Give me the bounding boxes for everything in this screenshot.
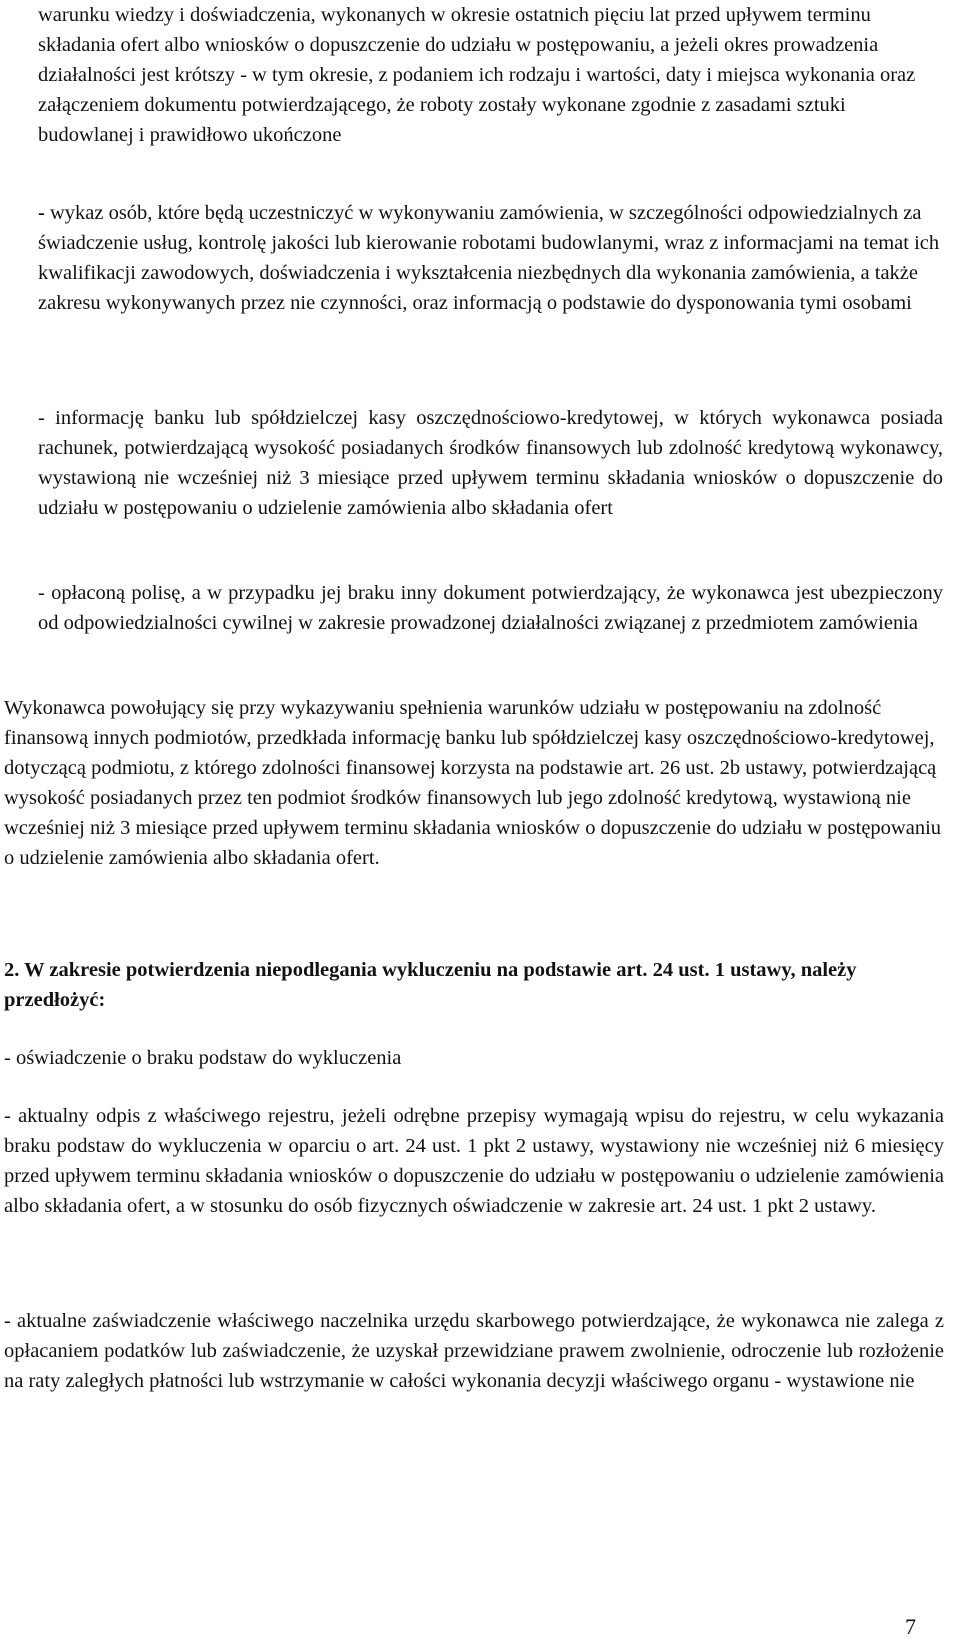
paragraph-staff-list xyxy=(38,198,943,318)
paragraph-staff-list-text: wykaz osób, które będą uczestniczyć w wykonywaniu zamówienia, w szczególności odpowiedzialnych za świadczenie usług, kontrolę jakości lub kierowanie robotami budowlanymi, wraz z informacjami na temat ich kwalifikacji zawodowych, doświadczenia i wykształcenia niezbędnych dla wykonania zamówienia, a także zakresu wykonywanych przez nie czynności, oraz informacją o podstawie do dysponowania tymi osobami xyxy=(38,202,940,314)
paragraph-insurance-policy: - opłaconą polisę, a w przypadku jej braku inny dokument potwierdzający, że wykonawca jest ubezpieczony od odpowiedzialności cywilnej w zakresie prowadzonej działalności związanej z przedmiotem zamówienia xyxy=(38,582,943,634)
page-number: 7 xyxy=(905,1614,916,1639)
paragraph-bank-information: - informację banku lub spółdzielczej kasy oszczędnościowo-kredytowej, w których wykonawca posiada rachunek, potwierdzającą wysokość posiadanych środków finansowych lub zdolność kredytową wykonawcy, wystawioną nie wcześniej niż 3 miesiące przed upływem terminu składania wniosków o dopuszczenie do udziału w postępowaniu o udzielenie zamówienia albo składania ofert xyxy=(38,407,943,519)
paragraph-no-grounds-statement: - oświadczenie o braku podstaw do wykluczenia xyxy=(4,1047,402,1069)
paragraph-financial-capacity: Wykonawca powołujący się przy wykazywaniu spełnienia warunków udziału w postępowaniu na zdolność finansową innych podmiotów, przedkłada informację banku lub spółdzielczej kasy oszczędnościowo-kredytowej, dotyczącą podmiotu, z którego zdolności finansowej korzysta na podstawie art. 26 ust. 2b ustawy, potwierdzającą wysokość posiadanych przez ten podmiot środków finansowych lub jego zdolność kredytową, wystawioną nie wcześniej niż 3 miesiące przed upływem terminu składania wniosków o dopuszczenie do udziału w postępowaniu o udzielenie zamówienia albo składania ofert. xyxy=(4,697,942,869)
paragraph-tax-certificate: - aktualne zaświadczenie właściwego naczelnika urzędu skarbowego potwierdzające, że wykonawca nie zalega z opłacaniem podatków lub zaświadczenie, że uzyskał przewidziane prawem zwolnienie, odroczenie lub rozłożenie na raty zaległych płatności lub wstrzymanie w całości wykonania decyzji właściwego organu - wystawione nie xyxy=(4,1310,944,1392)
paragraph-experience-requirement: warunku wiedzy i doświadczenia, wykonanych w okresie ostatnich pięciu lat przed upływem terminu składania ofert albo wniosków o dopuszczenie do udziału w postępowaniu, a jeżeli okres prowadzenia działalności jest krótszy - w tym okresie, z podaniem ich rodzaju i wartości, daty i miejsca wykonania oraz załączeniem dokumentu potwierdzającego, że roboty zostały wykonane zgodnie z zasadami sztuki budowlanej i prawidłowo ukończone xyxy=(38,4,916,146)
paragraph-register-extract: - aktualny odpis z właściwego rejestru, jeżeli odrębne przepisy wymagają wpisu do rejestru, w celu wykazania braku podstaw do wykluczenia w oparciu o art. 24 ust. 1 pkt 2 ustawy, wystawiony nie wcześniej niż 6 miesięcy przed upływem terminu składania wniosków o dopuszczenie do udziału w postępowaniu o udzielenie zamówienia albo składania ofert, a w stosunku do osób fizycznych oświadczenie w zakresie art. 24 ust. 1 pkt 2 ustawy. xyxy=(4,1105,944,1217)
list-dash: - xyxy=(38,202,45,224)
section-heading-exclusion: 2. W zakresie potwierdzenia niepodlegania wykluczeniu na podstawie art. 24 ust. 1 ustawy, należy przedłożyć: xyxy=(4,959,857,1011)
